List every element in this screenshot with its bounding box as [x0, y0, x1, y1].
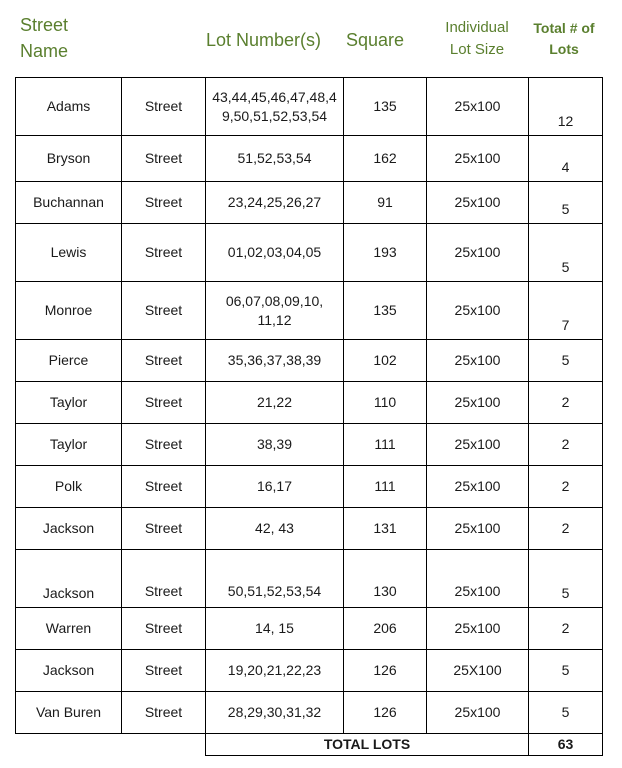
square-cell: 111	[344, 424, 427, 466]
lot-numbers-cell: 51,52,53,54	[206, 136, 344, 182]
table-row	[16, 466, 603, 508]
table-row	[16, 550, 603, 608]
lot-numbers-cell: 42, 43	[206, 508, 344, 550]
street-type-cell: Street	[122, 282, 206, 340]
blank-cell	[122, 734, 206, 756]
total-lots-header-line2: Lots	[549, 41, 579, 57]
street-name-cell: Buchannan	[16, 182, 122, 224]
street-name-cell: Pierce	[16, 340, 122, 382]
lot-size-cell: 25x100	[427, 340, 529, 382]
lot-size-cell: 25x100	[427, 466, 529, 508]
table-row	[16, 136, 603, 182]
lot-size-header-line2: Lot Size	[449, 41, 505, 58]
street-name-cell: Jackson	[16, 650, 122, 692]
lot-numbers-header: Lot Number(s)	[206, 30, 322, 50]
table-row	[16, 282, 603, 340]
table-row	[16, 692, 603, 734]
street-type-cell: Street	[122, 608, 206, 650]
lot-size-cell: 25x100	[427, 282, 529, 340]
lot-numbers-cell: 14, 15	[206, 608, 344, 650]
total-lots-value: 63	[529, 734, 603, 756]
total-lots-cell: 5	[529, 550, 603, 608]
street-name-cell: Lewis	[16, 224, 122, 282]
street-name-cell: Monroe	[16, 282, 122, 340]
street-type-cell: Street	[122, 650, 206, 692]
street-type-cell: Street	[122, 182, 206, 224]
total-lots-cell: 5	[529, 340, 603, 382]
street-name-cell: Van Buren	[16, 692, 122, 734]
square-cell: 102	[344, 340, 427, 382]
total-lots-cell: 2	[529, 608, 603, 650]
street-type-cell: Street	[122, 550, 206, 608]
street-name-cell: Jackson	[16, 550, 122, 608]
total-lots-cell: 5	[529, 182, 603, 224]
street-type-cell: Street	[122, 424, 206, 466]
lot-size-cell: 25x100	[427, 424, 529, 466]
lot-numbers-cell: 50,51,52,53,54	[206, 550, 344, 608]
street-name-cell: Polk	[16, 466, 122, 508]
lot-numbers-cell: 23,24,25,26,27	[206, 182, 344, 224]
street-name-cell: Bryson	[16, 136, 122, 182]
street-name-cell: Taylor	[16, 424, 122, 466]
square-cell: 206	[344, 608, 427, 650]
lot-numbers-text: 06,07,08,09,10, 11,12	[225, 292, 324, 328]
table-row	[16, 424, 603, 466]
lot-size-cell: 25x100	[427, 136, 529, 182]
table-row	[16, 382, 603, 424]
table-row	[16, 340, 603, 382]
street-type-cell: Street	[122, 340, 206, 382]
lot-size-cell: 25x100	[427, 382, 529, 424]
total-lots-cell: 2	[529, 508, 603, 550]
lot-size-cell: 25x100	[427, 224, 529, 282]
total-lots-cell: 2	[529, 424, 603, 466]
square-cell: 110	[344, 382, 427, 424]
lot-numbers-cell: 28,29,30,31,32	[206, 692, 344, 734]
square-header: Square	[346, 30, 405, 50]
square-cell: 126	[344, 692, 427, 734]
total-lots-cell: 4	[529, 136, 603, 182]
lot-size-cell: 25x100	[427, 78, 529, 136]
square-cell: 193	[344, 224, 427, 282]
street-name-cell: Adams	[16, 78, 122, 136]
square-cell: 131	[344, 508, 427, 550]
square-cell: 91	[344, 182, 427, 224]
total-lots-cell: 5	[529, 650, 603, 692]
lot-numbers-cell: 19,20,21,22,23	[206, 650, 344, 692]
square-cell: 130	[344, 550, 427, 608]
total-lots-header-line1: Total # of	[533, 20, 595, 36]
total-lots-cell: 2	[529, 466, 603, 508]
square-cell: 162	[344, 136, 427, 182]
lot-numbers-cell: 01,02,03,04,05	[206, 224, 344, 282]
table-row	[16, 608, 603, 650]
table-row	[16, 508, 603, 550]
total-lots-cell: 5	[529, 692, 603, 734]
totals-row	[16, 734, 603, 756]
street-name-header-line2: Name	[20, 41, 69, 61]
street-type-cell: Street	[122, 78, 206, 136]
total-lots-cell: 5	[529, 224, 603, 282]
lot-numbers-cell	[206, 282, 344, 340]
lot-size-cell: 25x100	[427, 692, 529, 734]
lot-size-header-line1: Individual	[445, 19, 509, 36]
square-cell: 135	[344, 282, 427, 340]
lot-numbers-cell: 35,36,37,38,39	[206, 340, 344, 382]
lot-size-cell: 25x100	[427, 550, 529, 608]
total-lots-cell: 7	[529, 282, 603, 340]
street-type-cell: Street	[122, 224, 206, 282]
square-cell: 126	[344, 650, 427, 692]
lot-size-cell: 25x100	[427, 182, 529, 224]
street-type-cell: Street	[122, 136, 206, 182]
street-type-cell: Street	[122, 692, 206, 734]
table-row	[16, 650, 603, 692]
blank-cell	[16, 734, 122, 756]
lot-numbers-cell: 21,22	[206, 382, 344, 424]
lot-numbers-cell	[206, 78, 344, 136]
table-row	[16, 224, 603, 282]
street-name-header-line1: Street	[20, 15, 69, 35]
lot-size-cell: 25x100	[427, 508, 529, 550]
total-lots-cell: 2	[529, 382, 603, 424]
street-type-cell: Street	[122, 508, 206, 550]
total-lots-label: TOTAL LOTS	[206, 734, 529, 756]
lot-numbers-cell: 16,17	[206, 466, 344, 508]
square-cell: 111	[344, 466, 427, 508]
lot-size-cell: 25X100	[427, 650, 529, 692]
table-row	[16, 182, 603, 224]
square-cell: 135	[344, 78, 427, 136]
lot-size-cell: 25x100	[427, 608, 529, 650]
total-lots-cell: 12	[529, 78, 603, 136]
lot-numbers-cell: 38,39	[206, 424, 344, 466]
street-name-cell: Taylor	[16, 382, 122, 424]
lots-table	[15, 77, 603, 756]
street-name-cell: Jackson	[16, 508, 122, 550]
lot-numbers-text: 43,44,45,46,47,48,49,50,51,52,53,54	[212, 88, 337, 124]
table-row	[16, 78, 603, 136]
street-type-cell: Street	[122, 382, 206, 424]
street-name-cell: Warren	[16, 608, 122, 650]
street-type-cell: Street	[122, 466, 206, 508]
